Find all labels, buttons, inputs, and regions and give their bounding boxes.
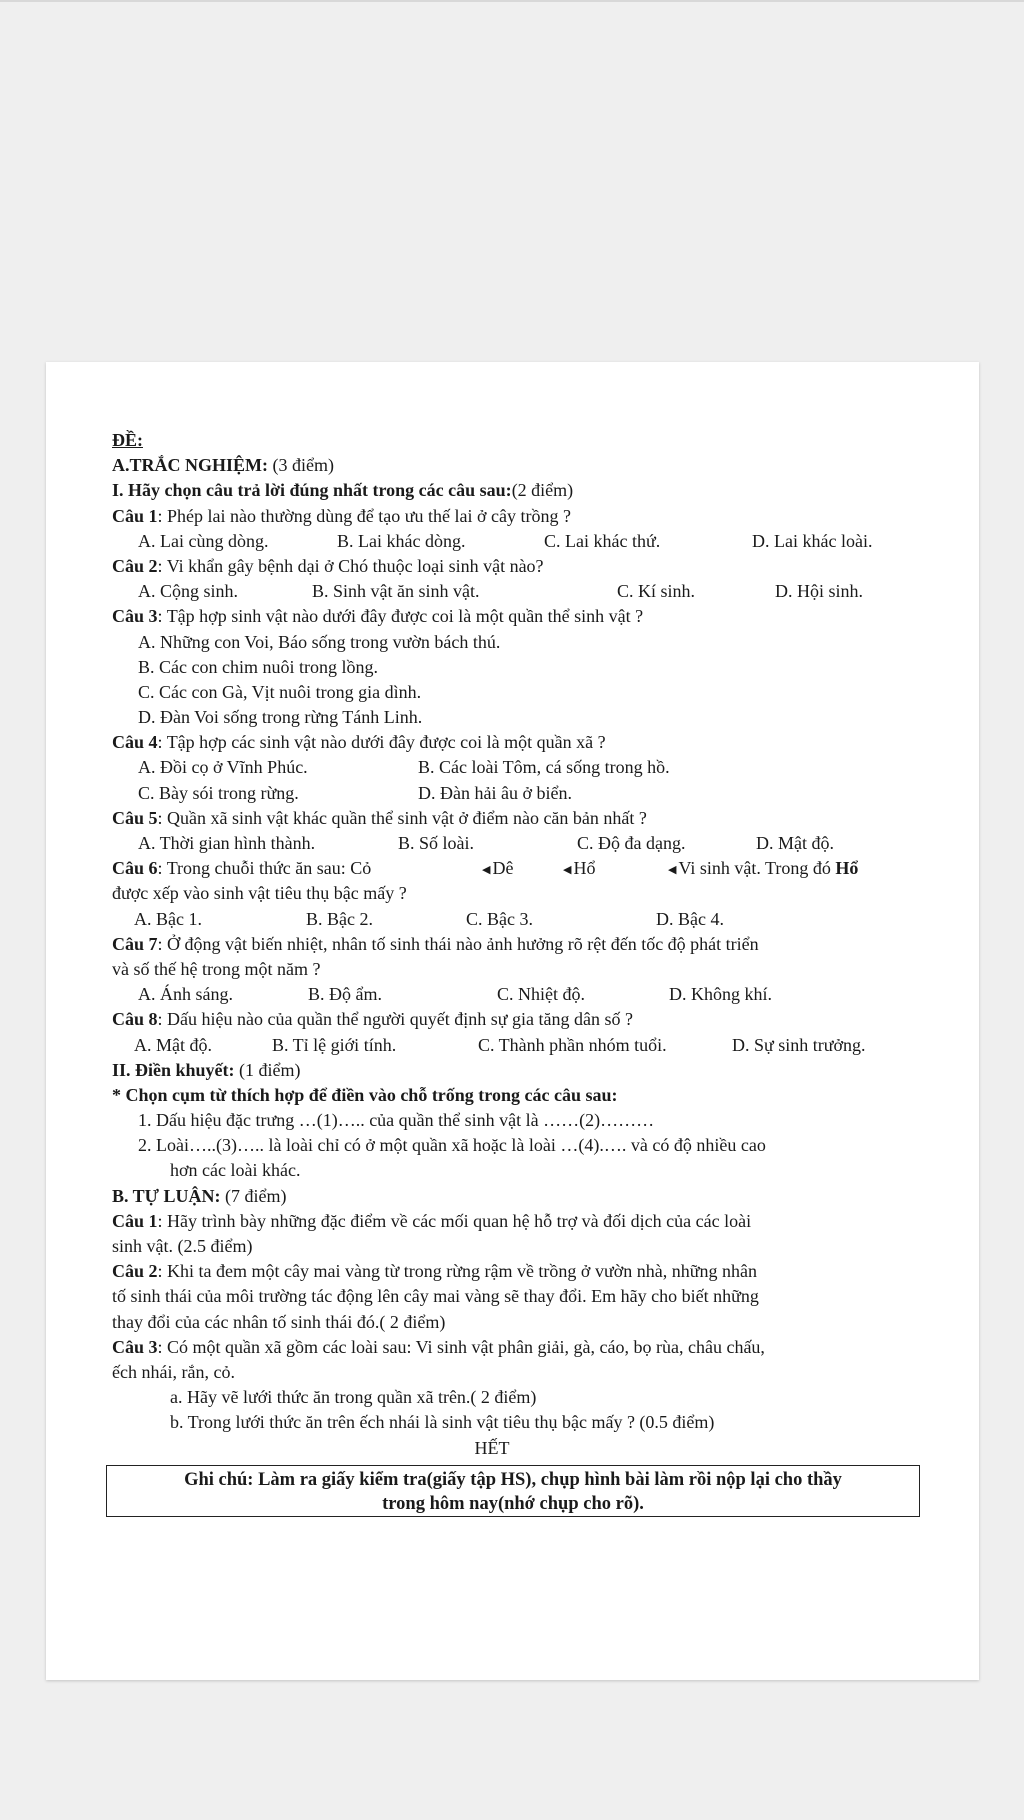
question-1-options: A. Lai cùng dòng. B. Lai khác dòng. C. Lai khác thứ. D. Lai khác loài. — [138, 530, 873, 551]
essay-question-1-cont: sinh vật. (2.5 điểm) — [112, 1236, 253, 1256]
exam-header: ĐỀ: — [112, 430, 143, 450]
question-3-option-b: B. Các con chim nuôi trong lồng. — [138, 656, 378, 677]
question-2: Câu 2: Vi khẩn gây bệnh dại ở Chó thuộc loại sinh vật nào? — [112, 555, 544, 576]
essay-question-3a: a. Hãy vẽ lưới thức ăn trong quần xã trên.( 2 điểm) — [170, 1387, 537, 1408]
essay-question-2: Câu 2: Khi ta đem một cây mai vàng từ trong rừng rậm về trồng ở vườn nhà, những nhân — [112, 1261, 757, 1282]
part2-title: II. Điền khuyết: (1 điểm) — [112, 1059, 301, 1080]
question-2-options: A. Cộng sinh. B. Sinh vật ăn sinh vật. C. Kí sinh. D. Hội sinh. — [138, 581, 864, 602]
end-marker: HẾT — [474, 1437, 510, 1458]
fill-item-2: 2. Loài…..(3)….. là loài chỉ có ở một quần xã hoặc là loài …(4).…. và có độ nhiều cao — [138, 1135, 766, 1156]
question-7-options: A. Ánh sáng. B. Độ ẩm. C. Nhiệt độ. D. Không khí. — [138, 984, 772, 1005]
question-3-option-d: D. Đàn Voi sống trong rừng Tánh Linh. — [138, 707, 423, 728]
section-a-title: A.TRẮC NGHIỆM: (3 điểm) — [112, 455, 334, 476]
question-7: Câu 7: Ở động vật biến nhiệt, nhân tố sinh thái nào ảnh hưởng rõ rệt đến tốc độ phát triển — [112, 933, 759, 954]
top-divider — [0, 0, 1024, 2]
part2-instruction: * Chọn cụm từ thích hợp để điền vào chỗ trống trong các câu sau: — [112, 1084, 618, 1105]
essay-question-3: Câu 3: Có một quần xã gồm các loài sau: Vi sinh vật phân giải, gà, cáo, bọ rùa, châu chấu, — [112, 1336, 765, 1357]
question-8-options: A. Mật độ. B. Tỉ lệ giới tính. C. Thành phần nhóm tuổi. D. Sự sinh trưởng. — [134, 1034, 866, 1055]
part1-title: I. Hãy chọn câu trả lời đúng nhất trong các câu sau:(2 điểm) — [112, 480, 574, 501]
essay-question-2-cont1: tố sinh thái của môi trường tác động lên cây mai vàng sẽ thay đổi. Em hãy cho biết những — [112, 1286, 759, 1307]
question-6: Câu 6: Trong chuỗi thức ăn sau: Cỏ ◀ Dê ◀ Hổ ◀ Vi sinh vật. Trong đó Hổ — [112, 856, 932, 881]
question-3-option-a: A. Những con Voi, Báo sống trong vườn bách thú. — [138, 631, 501, 652]
fill-item-1: 1. Dấu hiệu đặc trưng …(1)….. của quần thể sinh vật là ……(2)……… — [138, 1110, 655, 1131]
question-1: Câu 1: Phép lai nào thường dùng để tạo ưu thế lai ở cây trồng ? — [112, 505, 571, 526]
question-5: Câu 5: Quần xã sinh vật khác quần thể sinh vật ở điểm nào căn bản nhất ? — [112, 807, 647, 828]
question-4-options-row1: A. Đồi cọ ở Vĩnh Phúc. B. Các loài Tôm, cá sống trong hồ. — [138, 757, 670, 778]
question-4: Câu 4: Tập hợp các sinh vật nào dưới đây được coi là một quần xã ? — [112, 732, 606, 753]
question-3-option-c: C. Các con Gà, Vịt nuôi trong gia dình. — [138, 681, 422, 702]
exam-content — [112, 428, 932, 1461]
note-line-2: trong hôm nay(nhớ chụp cho rõ). — [382, 1494, 644, 1514]
question-7-cont: và số thế hệ trong một năm ? — [112, 958, 321, 979]
essay-question-3-cont: ếch nhái, rắn, cỏ. — [112, 1361, 235, 1382]
essay-question-1: Câu 1: Hãy trình bày những đặc điểm về các mối quan hệ hỗ trợ và đối dịch của các loài — [112, 1210, 752, 1231]
question-6-cont: được xếp vào sinh vật tiêu thụ bậc mấy ? — [112, 883, 407, 904]
fill-item-2-cont: hơn các loài khác. — [170, 1160, 301, 1181]
question-3: Câu 3: Tập hợp sinh vật nào dưới đây được coi là một quần thể sinh vật ? — [112, 606, 644, 627]
note-line-1: Ghi chú: Làm ra giấy kiểm tra(giấy tập HS), chụp hình bài làm rồi nộp lại cho thầy — [184, 1470, 842, 1490]
essay-question-2-cont2: thay đổi của các nhân tố sinh thái đó.( 2 điểm) — [112, 1311, 446, 1332]
note-box — [106, 1465, 920, 1517]
section-b-title: B. TỰ LUẬN: (7 điểm) — [112, 1185, 287, 1206]
arrow-icon: ◀ — [668, 864, 677, 877]
question-6-options: A. Bậc 1. B. Bậc 2. C. Bậc 3. D. Bậc 4. — [134, 908, 724, 929]
question-5-options: A. Thời gian hình thành. B. Số loài. C. Độ đa dạng. D. Mật độ. — [138, 833, 834, 853]
arrow-icon: ◀ — [563, 864, 572, 877]
question-8: Câu 8: Dấu hiệu nào của quần thể người quyết định sự gia tăng dân số ? — [112, 1009, 633, 1030]
question-4-options-row2: C. Bày sói trong rừng. D. Đàn hải âu ở biển. — [138, 782, 572, 803]
essay-question-3b: b. Trong lưới thức ăn trên ếch nhái là sinh vật tiêu thụ bậc mấy ? (0.5 điểm) — [170, 1412, 715, 1433]
arrow-icon: ◀ — [482, 864, 491, 877]
